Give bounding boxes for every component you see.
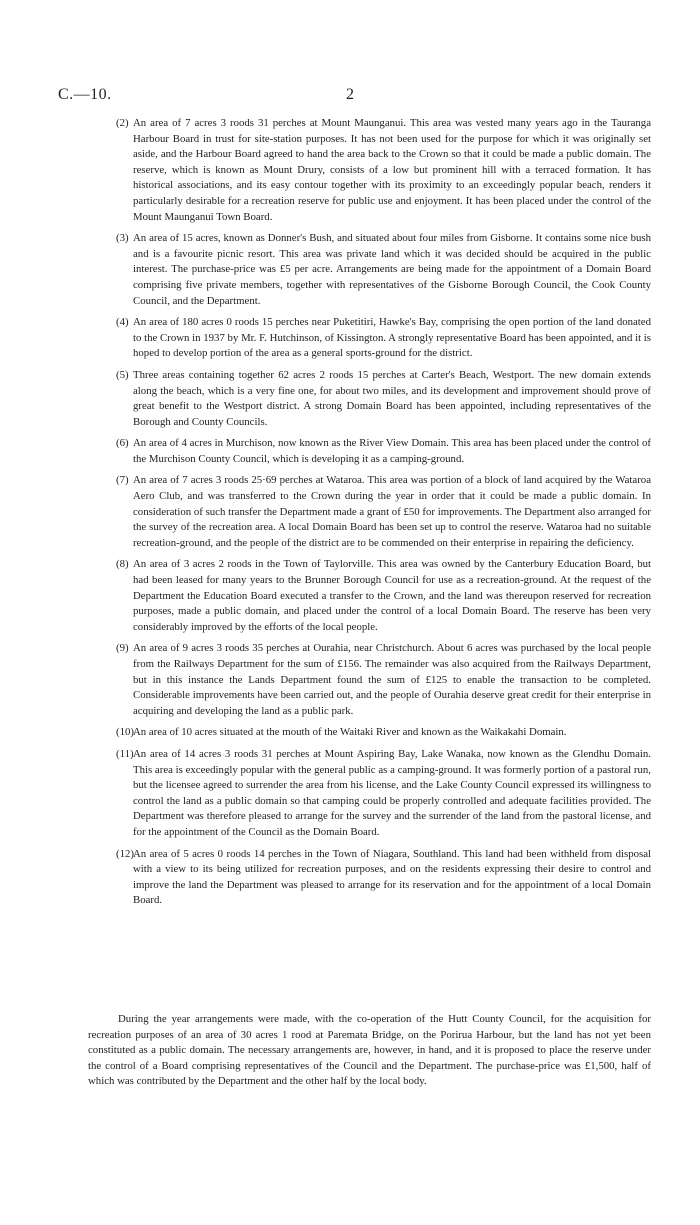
item-number: (3) (116, 232, 129, 245)
item-text: An area of 5 acres 0 roods 14 perches in the Town of Niagara, Southland. This land had been withheld from disposal with a view to its being utilized for recreation purposes, and on the residents expressing their desire to control and improve the land the Department was pleased to arrange for its reservation and for the appointment of a local Domain Board. (133, 847, 651, 907)
item-number: (8) (116, 558, 129, 571)
item-number: (9) (116, 642, 129, 655)
item-text: An area of 7 acres 3 roods 25·69 perches at Wataroa. This area was portion of a block of land acquired by the Wataroa Aero Club, and was transferred to the Crown during the year in order that it could be made a public domain. In consideration of such transfer the Department made a grant of £50 for improvements. The Department also arranged for the survey of the recreation area. A local Domain Board has been set up to control the reserve. Wataroa had no suitable recreation-ground, and the people of the district are to be commended on their enterprise in repairing the deficiency. (133, 474, 651, 549)
item-text: Three areas containing together 62 acres 2 roods 15 perches at Carter's Beach, Westport. The new domain extends along the beach, which is a very fine one, for about two miles, and its development and improvement should prove of great benefit to the Westport district. A strong Domain Board has been appointed, including representatives of the Borough and County Councils. (133, 368, 651, 428)
item-text: An area of 7 acres 3 roods 31 perches at Mount Maunganui. This area was vested many years ago in the Tauranga Harbour Board in trust for site-station purposes. It has not been used for the purpose for which it was originally set aside, and the Harbour Board agreed to hand the area back to the Crown so that it could be made a public domain. The reserve, which is known as Mount Drury, consists of a low but prominent hill with a terraced formation. It has historical associations, and its easy contour together with its proximity to an exceedingly popular beach, renders it particularly desirable for a recreation reserve for public use and enjoyment. It has been placed under the control of the Mount Maunganui Town Board. (133, 117, 651, 223)
item-text: An area of 4 acres in Murchison, now known as the River View Domain. This area has been placed under the control of the Murchison County Council, which is developing it as a camping-ground. (133, 437, 651, 465)
list-item (116, 847, 651, 909)
page-number: 2 (346, 86, 354, 103)
item-text: An area of 10 acres situated at the mouth of the Waitaki River and known as the Waikakahi Domain. (133, 726, 567, 739)
item-number: (12) (116, 847, 134, 860)
list-item (116, 368, 651, 430)
item-text: An area of 180 acres 0 roods 15 perches near Puketitiri, Hawke's Bay, comprising the open portion of the land donated to the Crown in 1937 by Mr. F. Hutchinson, of Kissington. A strongly representative Board has been appointed, and it is hoped to develop portion of the area as a general sports-ground for the district. (133, 316, 651, 360)
list-item (116, 747, 651, 841)
item-text: An area of 14 acres 3 roods 31 perches at Mount Aspiring Bay, Lake Wanaka, now known as the Glendhu Domain. This area is exceedingly popular with the general public as a camping-ground. It was formerly portion of a pastoral run, but the licensee agreed to surrender the area from his license, and the Lake County Council expressed its willingness to control the land as a public domain so that camping could be properly controlled and adequate facilities provided. The Department was therefore pleased to arrange for the survey and the surrender of the land from the pastoral license, and for the appointment of the Council as the Domain Board. (133, 747, 651, 838)
item-number: (6) (116, 437, 129, 450)
item-text: An area of 9 acres 3 roods 35 perches at Ourahia, near Christchurch. About 6 acres was purchased by the local people from the Railways Department for the sum of £156. The remainder was also acquired from the Railways Department, but in this instance the Lands Department found the sum of £125 to enable the transaction to be completed. Considerable improvements have been carried out, and the people of Ourahia deserve great credit for their enterprise in acquiring and developing the land as a public park. (133, 642, 651, 717)
item-number: (5) (116, 368, 129, 381)
item-number: (10) (116, 726, 134, 739)
list-item (116, 231, 651, 309)
item-number: (2) (116, 117, 129, 129)
document-reference: C.—10. (58, 86, 112, 103)
list-item (116, 436, 651, 467)
list-item (116, 315, 651, 362)
list-item (116, 116, 651, 225)
item-text: An area of 15 acres, known as Donner's Bush, and situated about four miles from Gisborne. It contains some nice bush and is a favourite picnic resort. This area was private land which it was decided should be acquired in the public interest. The purchase-price was £5 per acre. Arrangements are being made for the appointment of a Domain Board comprising five private members, together with representatives of the Gisborne Borough Council, the Cook County Council, and the Department. (133, 232, 651, 307)
list-item (116, 641, 651, 719)
closing-paragraph: During the year arrangements were made, with the co-operation of the Hutt County Council, for the acquisition for recreation purposes of an area of 30 acres 1 rood at Paremata Bridge, on the Porirua Harbour, but the land has not yet been constituted as a public domain. The necessary arrangements are, however, in hand, and it is proposed to place the reserve under the control of a Board comprising representatives of the Council and the Department. The purchase-price was £1,500, half of which was contributed by the Department and the other half by the local body. (88, 1013, 651, 1088)
list-item (116, 473, 651, 551)
item-number: (11) (116, 747, 134, 760)
item-number: (4) (116, 316, 129, 329)
item-number: (7) (116, 474, 129, 487)
item-text: An area of 3 acres 2 roods in the Town of Taylorville. This area was owned by the Canterbury Education Board, but had been leased for many years to the Brunner Borough Council for use as a recreation-ground. At the request of the Department the Education Board executed a transfer to the Crown, and the land was thereupon reserved for recreation purposes, made a public domain, and placed under the control of a local Domain Board. The reserve has been very considerably improved by the efforts of the local people. (133, 558, 651, 633)
list-item (116, 557, 651, 635)
domain-list (116, 116, 651, 915)
list-item (116, 725, 651, 741)
